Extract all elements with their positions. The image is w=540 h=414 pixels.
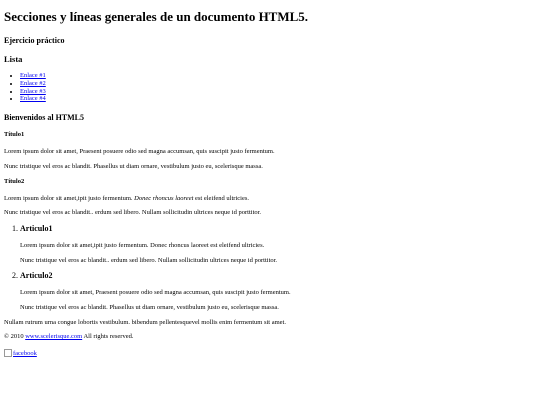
section-title: Título1: [4, 131, 25, 139]
article-title: 1. Articulo1: [20, 224, 53, 234]
nav-item: [20, 72, 536, 80]
nav-item: [20, 80, 536, 88]
nav-list: [4, 72, 536, 102]
paragraph-text: Lorem ipsum dolor sit amet,ipit justo fermentum.: [4, 194, 135, 202]
broken-image-icon: [4, 349, 12, 357]
section-paragraph: [4, 195, 536, 203]
facebook-row: [4, 349, 536, 357]
welcome-heading: Bienvenidos al HTML5: [4, 112, 85, 122]
section-1: [4, 131, 536, 170]
nav-link-3[interactable]: Enlace #3: [20, 87, 46, 95]
section-title: Título2: [4, 177, 25, 185]
footer-copyright: [4, 333, 536, 341]
nav-link-4[interactable]: Enlace #4: [20, 95, 46, 103]
page-title: Secciones y líneas generales de un documento HTML5.: [4, 9, 309, 24]
nav-item: [20, 95, 536, 103]
nav-item: [20, 88, 536, 96]
nav-section: [4, 54, 536, 103]
facebook-alt-text: facebook: [13, 349, 37, 357]
article-title: 2. Articulo2: [20, 271, 53, 281]
copyright-text: All rights reserved.: [82, 333, 134, 341]
nav-link-1[interactable]: Enlace #1: [20, 72, 46, 80]
site-link[interactable]: www.scelerisque.com: [25, 333, 83, 341]
nav-heading: Lista: [4, 54, 23, 65]
section-paragraph: Lorem ipsum dolor sit amet, Praesent posuere odio sed magna accumsan, quis suscipit justo fermentum.: [4, 148, 275, 156]
article-item: [20, 224, 536, 264]
article-paragraph: Lorem ipsum dolor sit amet,ipit justo fermentum. Donec rhoncus laoreet est eleifend ultricies.: [20, 241, 265, 249]
section-paragraph: Nunc tristique vel eros ac blandit. Phasellus ut diam ornare, vestibulum justo eu, scelerisque massa.: [4, 162, 263, 170]
article-item: [20, 271, 536, 311]
article-paragraph: Nunc tristique vel eros ac blandit.. erdum sed libero. Nullam sollicitudin ultrices neque id porttitor.: [20, 256, 278, 264]
facebook-link[interactable]: [4, 350, 37, 357]
page: [0, 9, 540, 357]
copyright-text: © 2010: [4, 333, 26, 341]
nav-link-2[interactable]: Enlace #2: [20, 79, 46, 87]
emphasis-text: Donec rhoncus laoreet: [134, 194, 194, 202]
section-2: [4, 178, 536, 217]
article-list: [4, 224, 536, 311]
section-paragraph: Nunc tristique vel eros ac blandit.. erdum sed libero. Nullam sollicitudin ultrices neque id porttitor.: [4, 209, 262, 217]
paragraph-text: est eleifend ultricies.: [193, 194, 249, 202]
page-subtitle: Ejercicio práctico: [4, 35, 65, 45]
closing-paragraph: Nullam rutrum urna congue lobortis vestibulum. bibendum pellentesquevel mollis enim fermentum sit amet.: [4, 318, 286, 326]
article-paragraph: Lorem ipsum dolor sit amet, Praesent posuere odio sed magna accumsan, quis suscipit justo fermentum.: [20, 288, 291, 296]
article-paragraph: Nunc tristique vel eros ac blandit. Phasellus ut diam ornare, vestibulum justo eu, scelerisque massa.: [20, 303, 279, 311]
